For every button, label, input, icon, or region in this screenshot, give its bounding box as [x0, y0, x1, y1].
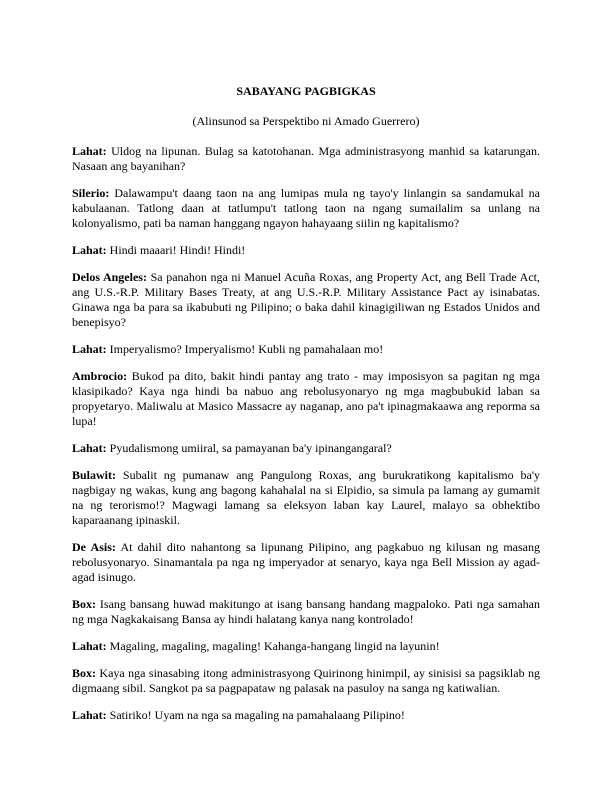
document-title: SABAYANG PAGBIGKAS [236, 84, 376, 98]
dialogue-text: Uldog na lipunan. Bulag sa katotohanan. Mga administrasyong manhid sa katarungan. Nasaan ang bayanihan? [72, 144, 540, 173]
dialogue-text: Isang bansang huwad makitungo at isang bansang handang magpaloko. Pati nga samahan ng mga Nagkakaisang Bansa ay hindi halatang kanya nang kontrolado! [72, 597, 540, 626]
speaker-name: Box: [72, 597, 96, 611]
dialogue-text: Magaling, magaling, magaling! Kahanga-hangang lingid na layunin! [106, 639, 440, 653]
dialogue-text: Kaya nga sinasabing itong administrasyong Quirinong hinimpil, ay sinisisi sa pagsiklab ng digmaang sibil. Sangkot pa sa pagpapataw ng palasak na pasuloy na sanga ng katiwalian. [72, 666, 540, 695]
speaker-name: Lahat: [72, 342, 107, 356]
speaker-name: Lahat: [72, 708, 107, 722]
dialogue-paragraph [72, 369, 540, 429]
document-subtitle: (Alinsunod sa Perspektibo ni Amado Guerrero) [192, 114, 420, 128]
dialogue-text: Sa panahon nga ni Manuel Acuña Roxas, ang Property Act, ang Bell Trade Act, ang U.S.-R.P. Military Bases Treaty, at ang U.S.-R.P. Military Assistance Pact ay isinabatas. Ginawa nga ba para sa ikabubuti ng Pilipino; o baka dahil kinagigiliwan ng Estados Unidos and benepisyo? [72, 270, 540, 329]
dialogue-paragraph [72, 639, 540, 654]
speaker-name: Lahat: [72, 441, 107, 455]
dialogue-paragraph [72, 186, 540, 231]
speaker-name: Box: [72, 666, 96, 680]
paragraph-list [72, 144, 540, 723]
speaker-name: Lahat: [72, 639, 107, 653]
dialogue-paragraph [72, 666, 540, 696]
dialogue-paragraph [72, 243, 540, 258]
speaker-name: Lahat: [72, 243, 107, 257]
dialogue-text: Subalit ng pumanaw ang Pangulong Roxas, ang burukratikong kapitalismo ba'y nagbigay ng wakas, kung ang bagong kahahalal na si Elpidio, sa simula pa lamang ay gumamit na ng terorismo!? Magwagi lamang sa eleksyon laban kay Laurel, malayo sa obhektibo kaparaanang ipinaskil. [72, 468, 540, 527]
dialogue-text: Hindi maaari! Hindi! Hindi! [106, 243, 246, 257]
dialogue-paragraph [72, 270, 540, 330]
dialogue-paragraph [72, 342, 540, 357]
speaker-name: Bulawit: [72, 468, 117, 482]
speaker-name: De Asis: [72, 540, 116, 554]
dialogue-paragraph [72, 540, 540, 585]
document-page [72, 84, 540, 735]
dialogue-text: Dalawampu't daang taon na ang lumipas mula ng tayo'y linlangin sa sandamukal na kabulaanan. Tatlong daan at tatlumpu't tatlong taon na ngang sumailalim sa unlang na kolonyalismo, pati ba naman hanggang ngayon hahayaang siilin ng kapitalismo? [72, 186, 540, 230]
speaker-name: Silerio: [72, 186, 110, 200]
speaker-name: Lahat: [72, 144, 107, 158]
dialogue-text: Satiriko! Uyam na nga sa magaling na pamahalaang Pilipino! [106, 708, 405, 722]
dialogue-text: Pyudalismong umiiral, sa pamayanan ba'y ipinangangaral? [106, 441, 392, 455]
dialogue-text: Imperyalismo? Imperyalismo! Kubli ng pamahalaan mo! [106, 342, 384, 356]
dialogue-paragraph [72, 597, 540, 627]
speaker-name: Delos Angeles: [72, 270, 147, 284]
dialogue-paragraph [72, 468, 540, 528]
dialogue-text: At dahil dito nahantong sa lipunang Pilipino, ang pagkabuo ng kilusan ng masang rebolusyonaryo. Sinamantala pa nga ng imperyador at senaryo, kaya nga Bell Mission ay agad-agad isinugo. [72, 540, 540, 584]
speaker-name: Ambrocio: [72, 369, 128, 383]
dialogue-text: Bukod pa dito, bakit hindi pantay ang trato - may imposisyon sa pagitan ng mga klasipikado? Kaya nga hindi ba nabuo ang rebolusyonaryo ng mga magbubukid laban sa propyetaryo. Maliwalu at Masico Massacre ay naganap, ano pa't ipinagmakaawa ang reporma sa lupa! [72, 369, 540, 428]
dialogue-paragraph [72, 441, 540, 456]
dialogue-paragraph [72, 144, 540, 174]
dialogue-paragraph [72, 708, 540, 723]
